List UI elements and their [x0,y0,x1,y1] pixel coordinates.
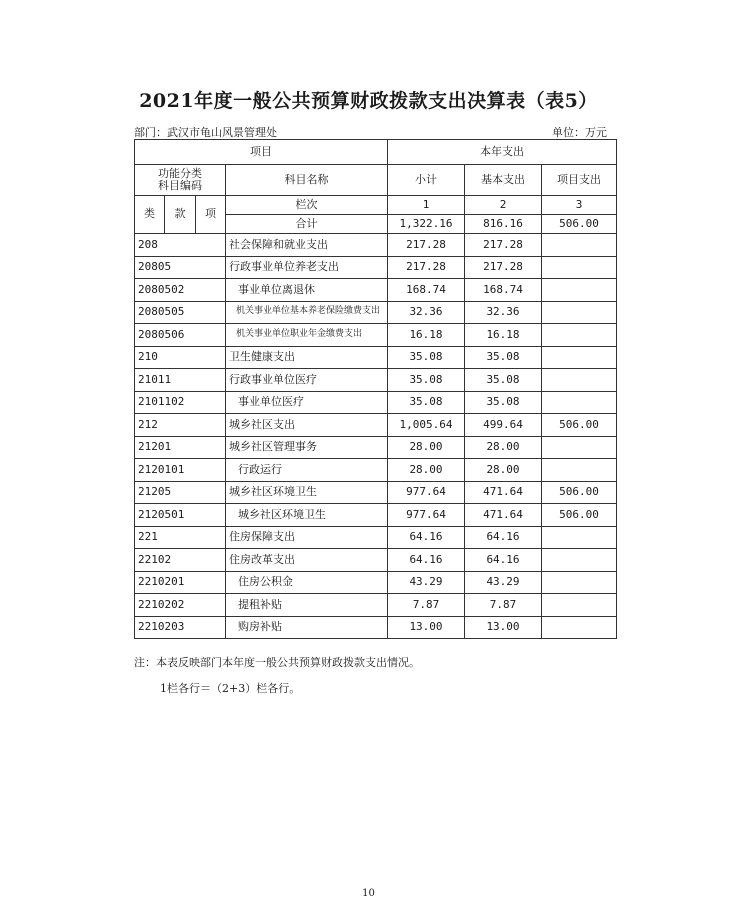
subject-code: 21011 [135,369,226,392]
basic-value: 32.36 [465,301,542,324]
basic-value: 35.08 [465,346,542,369]
subtotal-value: 977.64 [388,504,465,527]
table-row [135,256,617,279]
unit-label: 单位：万元 [552,126,607,139]
subtotal-value: 43.29 [388,571,465,594]
project-value [542,234,617,257]
subject-code: 2101102 [135,391,226,414]
project-value [542,526,617,549]
header-func-class-line1: 功能分类 [158,166,202,180]
table-row [135,391,617,414]
subject-name: 住房保障支出 [226,526,388,549]
header-lei: 类 [135,196,165,234]
basic-value: 471.64 [465,504,542,527]
subject-name: 城乡社区管理事务 [226,436,388,459]
table-row [135,594,617,617]
subject-code: 212 [135,414,226,437]
subtotal-value: 217.28 [388,256,465,279]
subtotal-value: 1,005.64 [388,414,465,437]
table-row [135,571,617,594]
footnote-2: 1栏各行＝（2+3）栏各行。 [160,682,301,695]
table-row [135,414,617,437]
header-col2: 2 [465,196,542,215]
basic-value: 499.64 [465,414,542,437]
table-row [135,459,617,482]
footnote-1: 注：本表反映部门本年度一般公共预算财政拨款支出情况。 [134,656,420,669]
project-value [542,369,617,392]
project-value [542,459,617,482]
subject-name: 机关事业单位基本养老保险缴费支出 [226,301,388,324]
header-func-class-line2: 科目编码 [158,179,202,192]
subtotal-value: 28.00 [388,436,465,459]
basic-value: 64.16 [465,549,542,572]
subject-code: 2210201 [135,571,226,594]
subtotal-value: 32.36 [388,301,465,324]
expenditure-table [134,139,617,639]
subject-code: 21205 [135,481,226,504]
subject-name: 行政事业单位养老支出 [226,256,388,279]
department-label: 部门：武汉市龟山风景管理处 [134,126,277,139]
project-value [542,301,617,324]
header-kuan: 款 [165,196,196,234]
table-row [135,504,617,527]
subject-code: 2210202 [135,594,226,617]
basic-value: 16.18 [465,324,542,347]
subject-code: 2080506 [135,324,226,347]
subject-name: 购房补贴 [226,616,388,639]
subtotal-value: 977.64 [388,481,465,504]
header-col1: 1 [388,196,465,215]
page-title: 2021年度一般公共预算财政拨款支出决算表（表5） [139,90,598,112]
subject-code: 2080505 [135,301,226,324]
header-item: 项目 [135,140,388,165]
basic-value: 13.00 [465,616,542,639]
basic-value: 7.87 [465,594,542,617]
subtotal-value: 7.87 [388,594,465,617]
basic-value: 217.28 [465,256,542,279]
header-subject-name: 科目名称 [226,165,388,196]
subject-name: 城乡社区环境卫生 [226,481,388,504]
project-value: 506.00 [542,481,617,504]
project-value [542,549,617,572]
table-row [135,279,617,302]
table-row [135,369,617,392]
project-value [542,324,617,347]
basic-value: 35.08 [465,391,542,414]
subtotal-value: 35.08 [388,346,465,369]
header-column-order: 栏次 [226,196,388,215]
project-value [542,346,617,369]
total-project: 506.00 [542,215,617,234]
table-row [135,301,617,324]
project-value: 506.00 [542,504,617,527]
subject-name: 城乡社区环境卫生 [226,504,388,527]
subject-code: 2120101 [135,459,226,482]
project-value [542,616,617,639]
subject-code: 2120501 [135,504,226,527]
table-row [135,526,617,549]
table-row [135,324,617,347]
project-value [542,279,617,302]
subject-name: 行政运行 [226,459,388,482]
project-value [542,436,617,459]
basic-value: 64.16 [465,526,542,549]
header-xiang: 项 [196,196,226,234]
header-row-1 [135,140,617,165]
basic-value: 28.00 [465,436,542,459]
subject-name: 社会保障和就业支出 [226,234,388,257]
subject-name: 事业单位医疗 [226,391,388,414]
subtotal-value: 16.18 [388,324,465,347]
table-row [135,234,617,257]
subject-code: 22102 [135,549,226,572]
page-number: 10 [362,888,375,899]
header-basic: 基本支出 [465,165,542,196]
header-func-class [135,165,226,196]
basic-value: 168.74 [465,279,542,302]
project-value [542,391,617,414]
subtotal-value: 13.00 [388,616,465,639]
subject-name: 机关事业单位职业年金缴费支出 [226,324,388,347]
project-value: 506.00 [542,414,617,437]
header-project: 项目支出 [542,165,617,196]
project-value [542,594,617,617]
subject-name: 城乡社区支出 [226,414,388,437]
table-row [135,616,617,639]
subject-name: 行政事业单位医疗 [226,369,388,392]
subtotal-value: 217.28 [388,234,465,257]
basic-value: 217.28 [465,234,542,257]
header-annual-expense: 本年支出 [388,140,617,165]
subtotal-value: 168.74 [388,279,465,302]
project-value [542,256,617,279]
header-row-3 [135,196,617,215]
subtotal-value: 35.08 [388,369,465,392]
subtotal-value: 35.08 [388,391,465,414]
subtotal-value: 64.16 [388,549,465,572]
project-value [542,571,617,594]
subject-code: 2080502 [135,279,226,302]
subject-name: 事业单位离退休 [226,279,388,302]
table-row [135,481,617,504]
basic-value: 28.00 [465,459,542,482]
table-row [135,549,617,572]
subject-name: 住房改革支出 [226,549,388,572]
basic-value: 43.29 [465,571,542,594]
subject-code: 208 [135,234,226,257]
header-row-2 [135,165,617,196]
subject-code: 210 [135,346,226,369]
subject-code: 2210203 [135,616,226,639]
basic-value: 35.08 [465,369,542,392]
subject-code: 221 [135,526,226,549]
subject-name: 卫生健康支出 [226,346,388,369]
subject-name: 住房公积金 [226,571,388,594]
subtotal-value: 64.16 [388,526,465,549]
total-subtotal: 1,322.16 [388,215,465,234]
header-subtotal: 小计 [388,165,465,196]
total-basic: 816.16 [465,215,542,234]
subject-name: 提租补贴 [226,594,388,617]
table-row [135,346,617,369]
subject-code: 20805 [135,256,226,279]
basic-value: 471.64 [465,481,542,504]
subject-code: 21201 [135,436,226,459]
header-col3: 3 [542,196,617,215]
total-label: 合计 [226,215,388,234]
table-row [135,436,617,459]
subtotal-value: 28.00 [388,459,465,482]
